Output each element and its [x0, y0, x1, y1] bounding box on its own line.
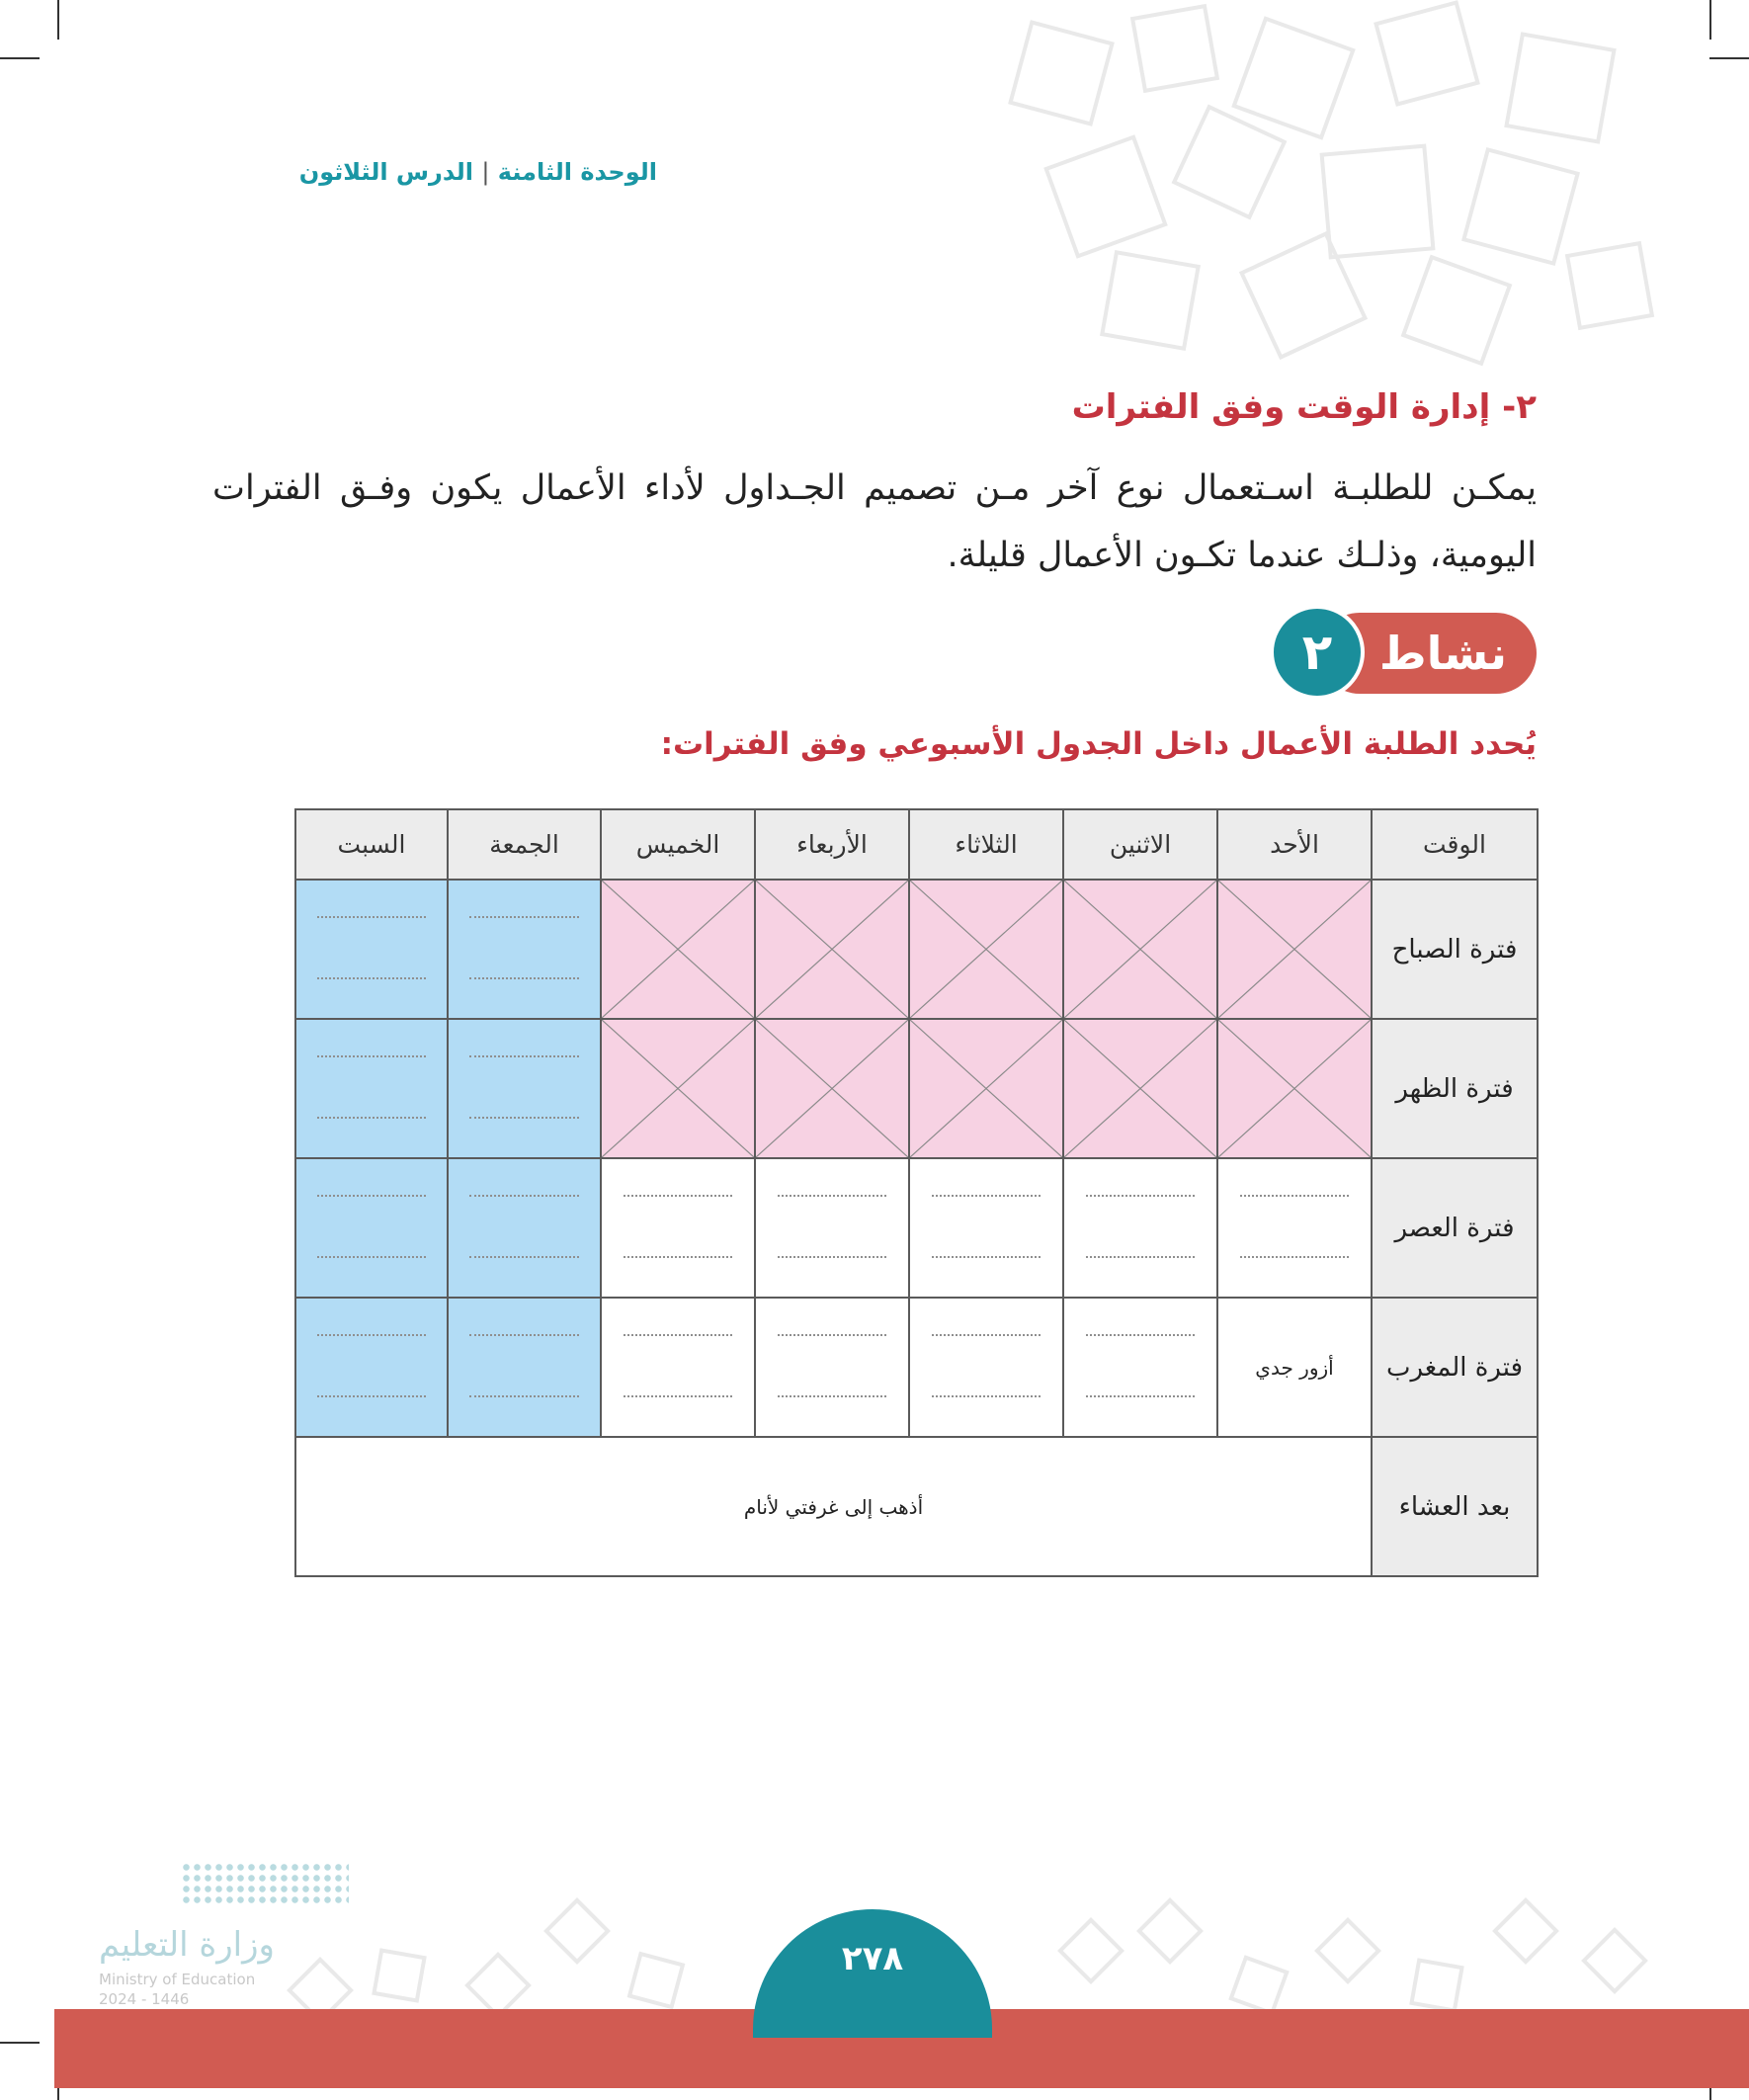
- blank-cell[interactable]: [295, 1019, 448, 1158]
- row-noon: فترة الظهر: [1372, 1019, 1538, 1158]
- writing-line: [469, 1256, 578, 1258]
- crossed-cell: [601, 1019, 755, 1158]
- blank-cell[interactable]: [601, 1158, 755, 1298]
- writing-line: [317, 1117, 425, 1119]
- blank-cell[interactable]: [1063, 1158, 1217, 1298]
- writing-line: [778, 1334, 887, 1336]
- writing-line: [317, 1195, 425, 1197]
- page-number: ٢٧٨: [841, 1939, 904, 1978]
- writing-line: [1086, 1256, 1196, 1258]
- writing-line: [469, 1395, 578, 1397]
- header-friday: الجمعة: [448, 809, 601, 880]
- crop-mark: [1709, 0, 1711, 40]
- crop-mark: [0, 57, 40, 59]
- writing-line: [932, 1395, 1041, 1397]
- cross-icon: [910, 1020, 1062, 1157]
- crossed-cell: [1063, 1019, 1217, 1158]
- blank-cell[interactable]: [448, 1158, 601, 1298]
- crossed-cell: [755, 880, 909, 1019]
- blank-cell[interactable]: [755, 1298, 909, 1437]
- crop-mark: [0, 2042, 40, 2044]
- cross-icon: [602, 881, 754, 1018]
- writing-line: [932, 1256, 1041, 1258]
- writing-line: [1086, 1395, 1196, 1397]
- crossed-cell: [909, 880, 1063, 1019]
- header-monday: الاثنين: [1063, 809, 1217, 880]
- writing-line: [932, 1334, 1041, 1336]
- activity-label: نشاط: [1319, 613, 1537, 694]
- blank-cell[interactable]: [755, 1158, 909, 1298]
- writing-line: [317, 1055, 425, 1057]
- crossed-cell: [601, 880, 755, 1019]
- row-evening: فترة المغرب: [1372, 1298, 1538, 1437]
- blank-cell[interactable]: [295, 1298, 448, 1437]
- cross-icon: [756, 1020, 908, 1157]
- header-wednesday: الأربعاء: [755, 809, 909, 880]
- cross-icon: [1064, 881, 1216, 1018]
- writing-line: [469, 916, 578, 918]
- activity-instruction: يُحدد الطلبة الأعمال داخل الجدول الأسبوعي وفق الفترات:: [660, 726, 1537, 762]
- cross-icon: [756, 881, 908, 1018]
- crop-mark: [57, 0, 59, 40]
- cross-icon: [1218, 1020, 1371, 1157]
- weekly-schedule-table: [294, 808, 1539, 1577]
- blank-cell[interactable]: [448, 880, 601, 1019]
- activity-badge: [1270, 605, 1537, 700]
- sunday-evening-entry[interactable]: أزور جدي: [1217, 1298, 1372, 1437]
- crossed-cell: [909, 1019, 1063, 1158]
- blank-cell[interactable]: [448, 1019, 601, 1158]
- writing-line: [778, 1256, 887, 1258]
- writing-line: [317, 977, 425, 979]
- writing-line: [1240, 1195, 1350, 1197]
- writing-line: [469, 1055, 578, 1057]
- header-tuesday: الثلاثاء: [909, 809, 1063, 880]
- writing-line: [469, 1334, 578, 1336]
- after-dinner-entry[interactable]: أذهب إلى غرفتي لأنام: [295, 1437, 1372, 1576]
- ministry-logo-arabic: وزارة التعليم: [99, 1925, 275, 1965]
- writing-line: [317, 1334, 425, 1336]
- blank-cell[interactable]: [909, 1158, 1063, 1298]
- row-morning: فترة الصباح: [1372, 880, 1538, 1019]
- writing-line: [624, 1334, 733, 1336]
- blank-cell[interactable]: [1063, 1298, 1217, 1437]
- section-title: ٢- إدارة الوقت وفق الفترات: [1071, 387, 1537, 427]
- writing-line: [1086, 1195, 1196, 1197]
- writing-line: [317, 1256, 425, 1258]
- ministry-logo-year: 2024 - 1446: [99, 1990, 190, 2008]
- crossed-cell: [755, 1019, 909, 1158]
- header-sunday: الأحد: [1217, 809, 1372, 880]
- blank-cell[interactable]: [295, 880, 448, 1019]
- crossed-cell: [1217, 880, 1372, 1019]
- row-afternoon: فترة العصر: [1372, 1158, 1538, 1298]
- writing-line: [469, 1117, 578, 1119]
- writing-line: [469, 1195, 578, 1197]
- ministry-logo-english: Ministry of Education: [99, 1971, 256, 1988]
- row-after-dinner: بعد العشاء: [1372, 1437, 1538, 1576]
- blank-cell[interactable]: [601, 1298, 755, 1437]
- cross-icon: [1218, 881, 1371, 1018]
- writing-line: [317, 916, 425, 918]
- cross-icon: [602, 1020, 754, 1157]
- writing-line: [932, 1195, 1041, 1197]
- writing-line: [778, 1395, 887, 1397]
- writing-line: [1086, 1334, 1196, 1336]
- writing-line: [469, 977, 578, 979]
- lesson-label: الدرس الثلاثون: [298, 158, 473, 186]
- blank-cell[interactable]: [909, 1298, 1063, 1437]
- activity-number: ٢: [1270, 605, 1365, 700]
- crossed-cell: [1063, 880, 1217, 1019]
- writing-line: [624, 1395, 733, 1397]
- crop-mark: [1709, 57, 1749, 59]
- blank-cell[interactable]: [448, 1298, 601, 1437]
- writing-line: [1240, 1256, 1350, 1258]
- header-separator: |: [481, 158, 490, 186]
- crossed-cell: [1217, 1019, 1372, 1158]
- unit-label: الوحدة الثامنة: [497, 158, 657, 186]
- blank-cell[interactable]: [295, 1158, 448, 1298]
- writing-line: [624, 1256, 733, 1258]
- cross-icon: [910, 881, 1062, 1018]
- cross-icon: [1064, 1020, 1216, 1157]
- writing-line: [317, 1395, 425, 1397]
- header-saturday: السبت: [295, 809, 448, 880]
- ministry-logo-dots: [181, 1862, 349, 1907]
- writing-line: [778, 1195, 887, 1197]
- header-time: الوقت: [1372, 809, 1538, 880]
- section-paragraph: يمكـن للطلبـة اسـتعمال نوع آخر مـن تصميم الجـداول لأداء الأعمال يكون وفـق الفترات اليومية، وذلـك عندما تكـون الأعمال قليلة.: [212, 468, 1537, 575]
- blank-cell[interactable]: [1217, 1158, 1372, 1298]
- writing-line: [624, 1195, 733, 1197]
- header-thursday: الخميس: [601, 809, 755, 880]
- unit-lesson-header: [299, 158, 657, 186]
